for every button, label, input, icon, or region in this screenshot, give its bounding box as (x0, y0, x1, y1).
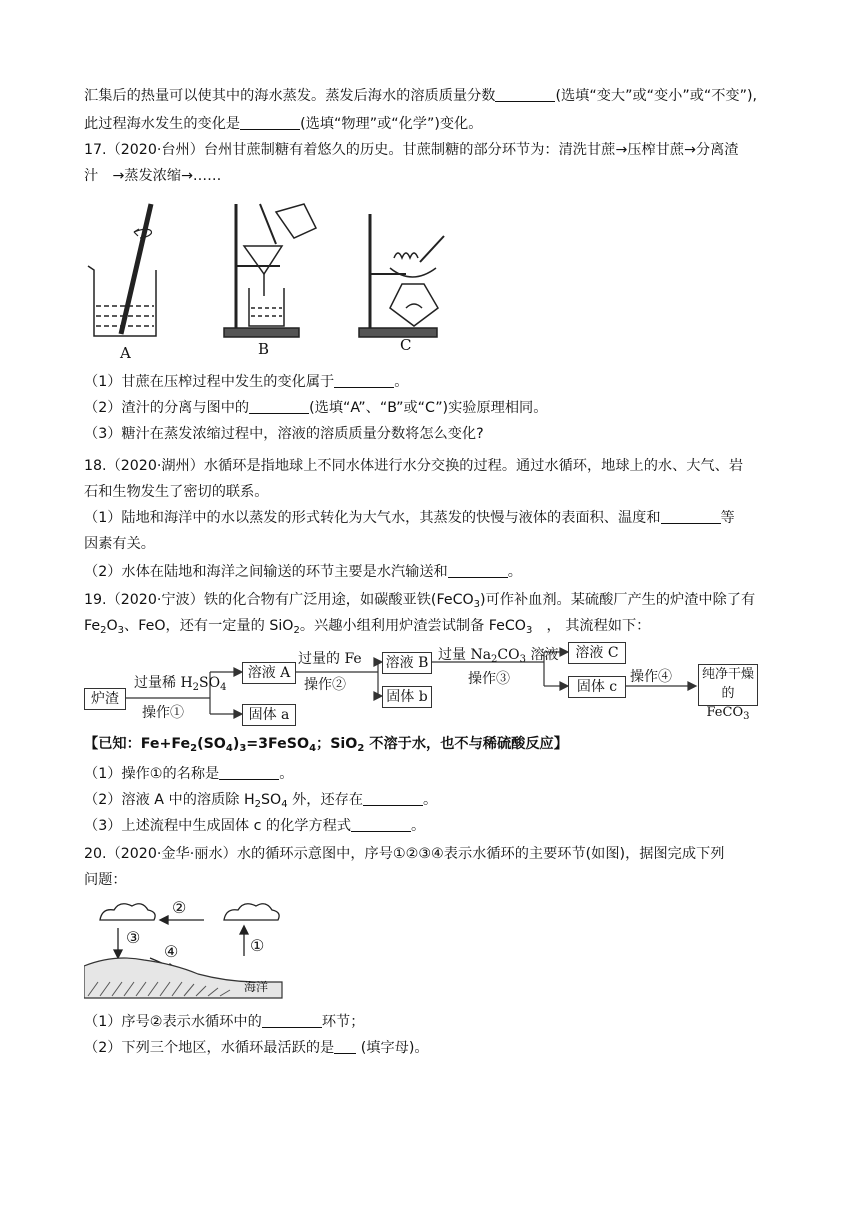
answer-blank[interactable] (334, 1039, 356, 1054)
answer-blank[interactable] (495, 87, 555, 102)
question-18-stem: 18.（2020·湖州）水循环是指地球上不同水体进行水分交换的过程。通过水循环，地球上的水、大气、岩 (84, 458, 744, 474)
text: （1）操作①的名称是 (84, 766, 220, 782)
cloud-icon (100, 904, 155, 920)
subscript: 3 (525, 625, 533, 636)
subscript: 2 (254, 799, 261, 810)
text: 。 (423, 792, 438, 808)
evaporation-setup-icon (359, 214, 444, 337)
subscript: 4 (309, 743, 317, 754)
question-17-2 (84, 398, 547, 418)
text: 。兴趣小组利用炉渣尝试制备 FeCO (299, 618, 526, 634)
flow-step-3-reagent (438, 644, 558, 664)
text: ) (232, 736, 240, 752)
subscript: 2 (491, 654, 498, 665)
mark-3: ③ (126, 928, 141, 947)
text: 、FeO，还有一定量的 SiO (124, 618, 294, 634)
ocean-label: 海洋 (244, 980, 269, 994)
question-19-stem-cont (84, 616, 650, 636)
text: 19.（2020·宁波）铁的化合物有广泛用途，如碳酸亚铁(FeCO (84, 592, 474, 608)
question-17-stem-cont: 汁 →蒸发浓缩→…… (84, 168, 222, 184)
text: （1）甘蔗在压榨过程中发生的变化属于 (84, 374, 335, 390)
text: 环节； (321, 1014, 365, 1030)
text: (选填“物理”或“化学”)变化。 (300, 116, 483, 132)
answer-blank[interactable] (249, 399, 309, 414)
flow-box-furnace-slag: 炉渣 (84, 688, 126, 710)
answer-blank[interactable] (262, 1013, 322, 1028)
flow-box-solid-b: 固体 b (382, 686, 432, 708)
flow-box-solution-a: 溶液 A (242, 662, 296, 684)
text: =3FeSO (246, 736, 310, 752)
text: (SO (197, 736, 226, 752)
beaker-stirring-icon (88, 204, 156, 336)
subscript: 2 (192, 682, 200, 693)
mark-2: ② (172, 898, 187, 917)
figure-label-c: C (400, 336, 412, 354)
flow-step-2-reagent: 过量的 Fe (298, 651, 362, 667)
answer-blank[interactable] (219, 765, 279, 780)
answer-blank[interactable] (448, 563, 508, 578)
text: O (106, 618, 118, 634)
text: 过量 Na (438, 647, 492, 663)
subscript: 2 (100, 625, 107, 636)
question-17-1 (84, 372, 408, 392)
question-18-1-cont: 因素有关。 (84, 536, 155, 552)
flow-box-solid-c: 固体 c (568, 676, 626, 698)
question-19-stem (84, 590, 755, 610)
text: CO (497, 647, 520, 663)
text: （2）溶液 A 中的溶质除 H (84, 792, 255, 808)
subscript: 4 (281, 799, 288, 810)
subscript: 3 (473, 599, 481, 610)
flow-box-solution-c: 溶液 C (568, 642, 626, 664)
question-18-stem-cont: 石和生物发生了密切的联系。 (84, 484, 269, 500)
subscript: 3 (519, 654, 526, 665)
answer-blank[interactable] (240, 115, 300, 130)
subscript: 3 (117, 625, 125, 636)
question-17-stem: 17.（2020·台州）台州甘蔗制糖有着悠久的历史。甘蔗制糖的部分环节为：清洗甘蔗→压榨甘蔗→分离渣 (84, 142, 739, 158)
text: 等 (720, 510, 735, 526)
text: 过量稀 H (134, 675, 193, 691)
text: 。 (279, 766, 294, 782)
text: ， 其流程如下： (532, 618, 651, 634)
text: （2）下列三个地区，水循环最活跃的是 (84, 1040, 335, 1056)
question-18-1 (84, 508, 735, 528)
text: 。 (394, 374, 409, 390)
text: (选填“变大”或“变小”或“不变”), (555, 88, 758, 104)
flow-box-solid-a: 固体 a (242, 704, 296, 726)
text: (填字母)。 (356, 1040, 429, 1056)
answer-blank[interactable] (363, 791, 423, 806)
process-flowchart (80, 642, 760, 726)
text: 汇集后的热量可以使其中的海水蒸发。蒸发后海水的溶质质量分数 (84, 88, 496, 104)
subscript: 2 (357, 743, 365, 754)
text: 溶液 (526, 647, 559, 663)
filtration-setup-icon (224, 204, 316, 337)
text: 纯净干燥的 (701, 667, 754, 701)
text: （3）上述流程中生成固体 c 的化学方程式 (84, 818, 352, 834)
text: Fe (84, 618, 101, 634)
subscript: 3 (743, 711, 750, 722)
flow-box-product (698, 664, 758, 722)
text: ；SiO (316, 736, 358, 752)
question-17-3: （3）糖汁在蒸发浓缩过程中，溶液的溶质质量分数将怎么变化? (84, 426, 484, 442)
answer-blank[interactable] (661, 509, 721, 524)
text (699, 703, 757, 722)
text: 不溶于水，也不与稀硫酸反应】 (364, 736, 568, 752)
text: （1）陆地和海洋中的水以蒸发的形式转化为大气水，其蒸发的快慢与液体的表面积、温度和 (84, 510, 661, 526)
text: （1）序号②表示水循环中的 (84, 1014, 262, 1030)
text: 此过程海水发生的变化是 (84, 116, 241, 132)
text-line (84, 86, 757, 106)
flow-step-2-label: 操作② (304, 677, 346, 693)
question-20-stem: 20.（2020·金华·丽水）水的循环示意图中，序号①②③④表示水循环的主要环节(如图)，据图完成下列 (84, 846, 725, 862)
question-20-2 (84, 1038, 429, 1058)
text: )可作补血剂。某硫酸厂产生的炉渣中除了有 (480, 592, 756, 608)
text: （2）水体在陆地和海洋之间输送的环节主要是水汽输送和 (84, 564, 448, 580)
text: 外，还存在 (287, 792, 364, 808)
flow-step-1-reagent (134, 672, 227, 692)
question-20-stem-cont: 问题： (84, 872, 127, 888)
figure-label-b: B (258, 340, 270, 358)
flow-step-4-label: 操作④ (630, 669, 672, 685)
text: (选填“A”、“B”或“C”)实验原理相同。 (309, 400, 548, 416)
answer-blank[interactable] (351, 817, 411, 832)
text: 【已知：Fe+Fe (84, 736, 191, 752)
flow-step-3-label: 操作③ (468, 671, 510, 687)
flow-box-solution-b: 溶液 B (382, 652, 432, 674)
text: SO (261, 792, 282, 808)
question-20-1 (84, 1012, 364, 1032)
known-reaction-note (84, 734, 568, 754)
figure-label-a: A (120, 344, 131, 362)
subscript: 2 (190, 743, 198, 754)
subscript: 4 (225, 743, 233, 754)
mark-4: ④ (164, 942, 179, 961)
text: 。 (507, 564, 522, 580)
question-18-2 (84, 562, 522, 582)
cloud-icon (224, 904, 279, 920)
question-19-1 (84, 764, 293, 784)
flow-step-1-label: 操作① (142, 705, 184, 721)
mark-1: ① (250, 936, 265, 955)
subscript: 4 (220, 682, 227, 693)
text-line (84, 114, 482, 134)
text: （2）渣汁的分离与图中的 (84, 400, 250, 416)
question-19-2 (84, 790, 437, 810)
text: 。 (411, 818, 426, 834)
subscript: 2 (293, 625, 300, 636)
answer-blank[interactable] (334, 373, 394, 388)
text: FeCO (706, 705, 744, 720)
subscript: 3 (239, 743, 247, 754)
question-19-3 (84, 816, 425, 836)
text: SO (199, 675, 221, 691)
